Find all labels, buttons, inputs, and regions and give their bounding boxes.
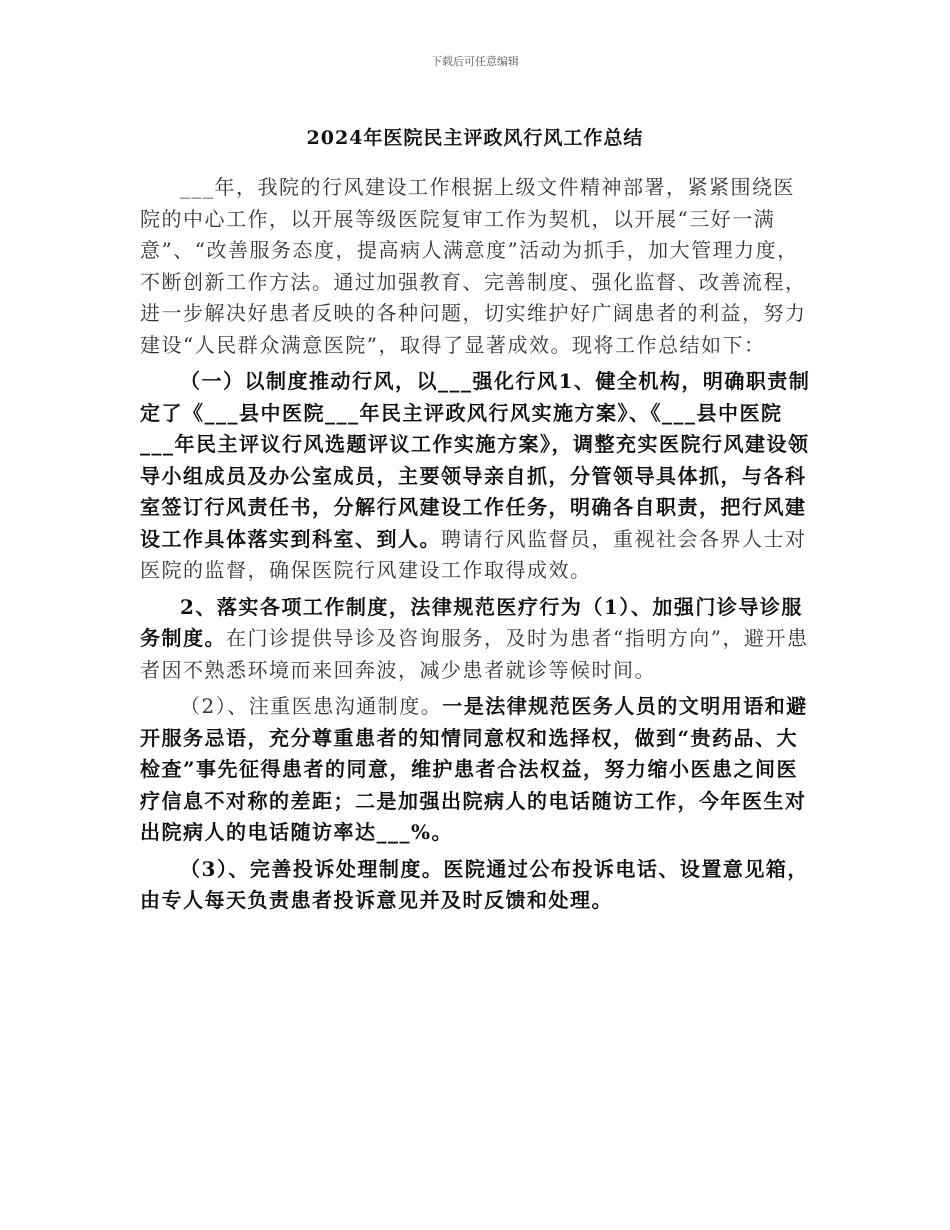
section-1-bold-text: （一）以制度推动行风，以___强化行风1、健全机构，明确职责制定了《___县中医院___年民主评政风行风实施方案》、《___县中医院___年民主评议行风选题评议工作实施方案》，调整充实医院行风建设领导小组成员及办公室成员，主要领导亲自抓，分管领导具体抓，与各科室签订行风责任书，分解行风建设工作任务，明确各自职责，把行风建设工作具体落实到科室、到人。 [140, 369, 811, 551]
section-2-normal-text: 在门诊提供导诊及咨询服务，及时为患者“指明方向”，避开患者因不熟悉环境而来回奔波，减少患者就诊等候时间。 [140, 626, 809, 682]
paragraph-section-1 [140, 366, 815, 587]
section-1-normal-text: 聘请行风监督员，重视社会各界人士对医院的监督，确保医院行风建设工作取得成效。 [140, 526, 807, 582]
communication-bold-text: 一是法律规范医务人员的文明用语和避开服务忌语，充分尊重患者的知情同意权和选择权，做到“贵药品、大检查”事先征得患者的同意，维护患者合法权益，努力缩小医患之间医疗信息不对称的差距；二是加强出院病人的电话随访工作，今年医生对出院病人的电话随访率达___%。 [140, 694, 808, 844]
complaints-bold-text: （3）、完善投诉处理制度。医院通过公布投诉电话、设置意见箱，由专人每天负责患者投诉意见并及时反馈和处理。 [140, 856, 809, 912]
section-2-bold-text: 2、落实各项工作制度，法律规范医疗行为（1）、加强门诊导诊服务制度。 [140, 594, 803, 650]
page-header: 下载后可任意编辑 [431, 55, 519, 68]
paragraph-complaints [140, 854, 815, 917]
document-title: 2024年医院民主评政风行风工作总结 [306, 127, 644, 149]
paragraph-intro: ___年，我院的行风建设工作根据上级文件精神部署，紧紧围绕医院的中心工作，以开展等级医院复审工作为契机，以开展“三好一满意”、“改善服务态度，提高病人满意度”活动为抓手，加大管理力度，不断创新工作方法。通过加强教育、完善制度、强化监督、改善流程，进一步解决好患者反映的各种问题，切实维护好广阔患者的利益，努力建设“人民群众满意医院”，取得了显著成效。现将工作总结如下： [140, 175, 807, 357]
communication-heading: （2）、注重医患沟通制度。 [180, 694, 443, 718]
document-body [140, 172, 815, 917]
paragraph-communication [140, 691, 815, 849]
paragraph-section-2 [140, 592, 815, 687]
